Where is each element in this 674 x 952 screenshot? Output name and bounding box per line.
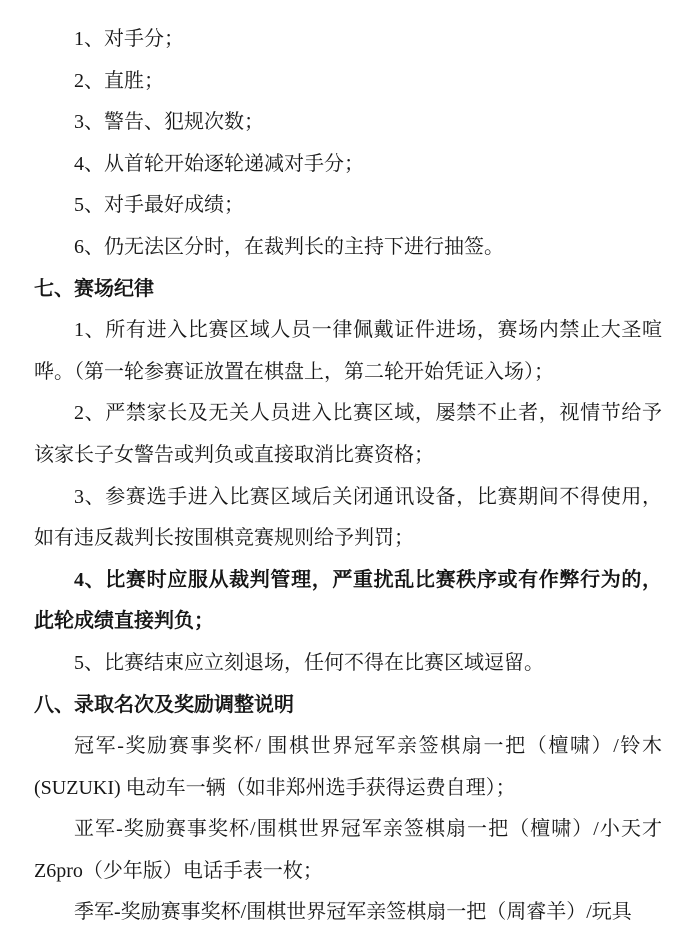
list-item: 5、对手最好成绩； [74, 194, 244, 217]
paragraph: 3、参赛选手进入比赛区域后关闭通讯设备，比赛期间不得使用，如有违反裁判长按围棋竞赛规则给予判罚； [34, 485, 662, 550]
paragraph: 季军-奖励赛事奖杯/围棋世界冠军亲签棋扇一把（周睿羊）/玩具 [74, 901, 632, 924]
list-item: 6、仍无法区分时，在裁判长的主持下进行抽签。 [74, 235, 504, 258]
paragraph: 2、严禁家长及无关人员进入比赛区域，屡禁不止者，视情节给予该家长子女警告或判负或直接取消比赛资格； [34, 402, 662, 466]
list-item: 3、警告、犯规次数； [74, 111, 264, 134]
list-item: 1、对手分； [74, 28, 184, 50]
section-heading: 八、录取名次及奖励调整说明 [34, 693, 294, 716]
paragraph: 4、比赛时应服从裁判管理，严重扰乱比赛秩序或有作弊行为的，此轮成绩直接判负； [34, 568, 662, 633]
paragraph: 亚军-奖励赛事奖杯/围棋世界冠军亲签棋扇一把（檀啸）/小天才Z6pro（少年版）电话手表一枚； [34, 818, 662, 882]
list-item: 2、直胜； [74, 69, 164, 92]
paragraph: 5、比赛结束应立刻退场，任何不得在比赛区域逗留。 [74, 651, 544, 674]
paragraph: 冠军-奖励赛事奖杯/ 围棋世界冠军亲签棋扇一把（檀啸）/铃木(SUZUKI) 电动车一辆（如非郑州选手获得运费自理）； [34, 735, 662, 799]
section-heading: 七、赛场纪律 [34, 277, 154, 300]
paragraph: 1、所有进入比赛区域人员一律佩戴证件进场，赛场内禁止大圣喧哗。（第一轮参赛证放置在棋盘上，第二轮开始凭证入场）； [34, 319, 662, 383]
list-item: 4、从首轮开始逐轮递减对手分； [74, 152, 364, 175]
